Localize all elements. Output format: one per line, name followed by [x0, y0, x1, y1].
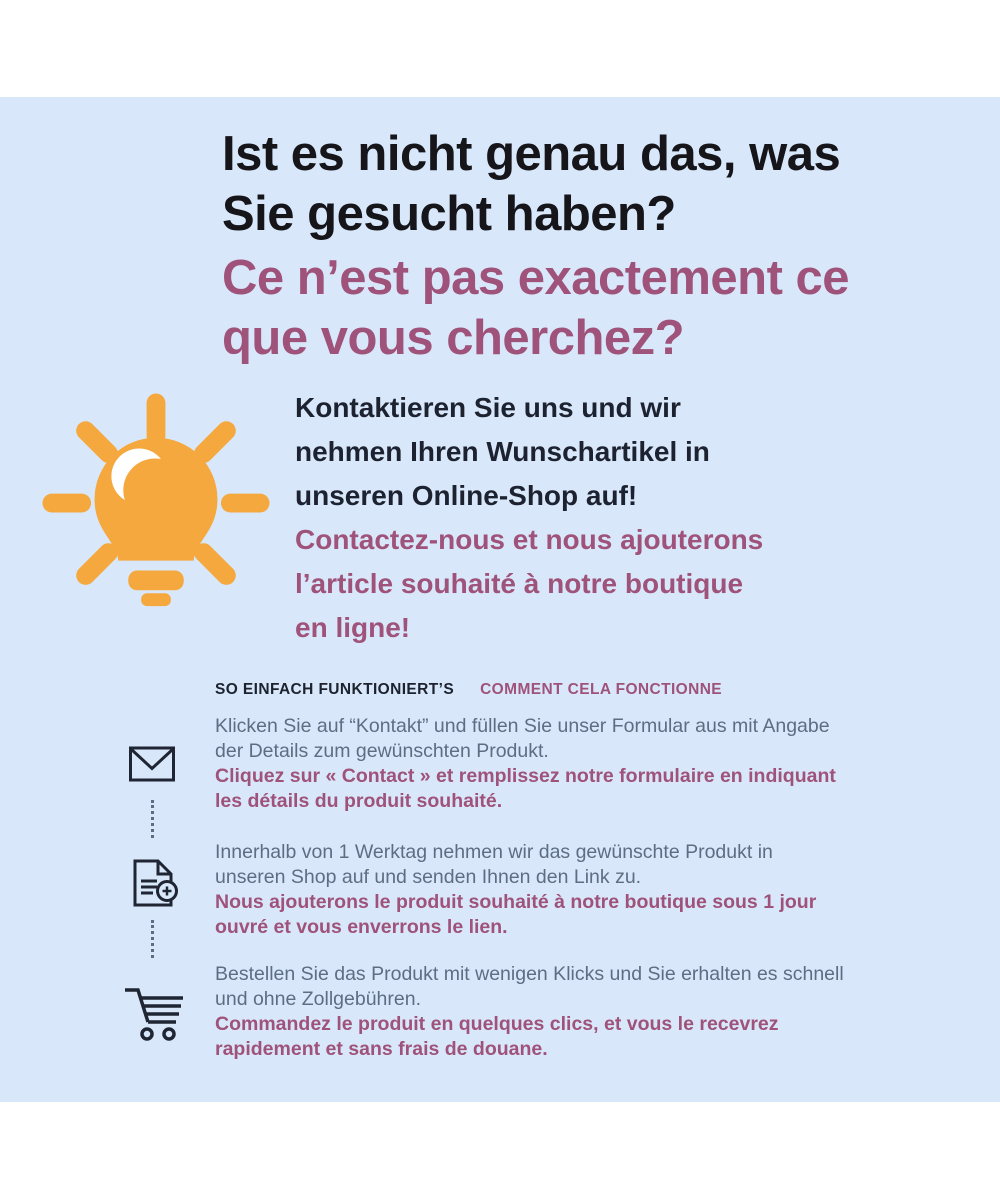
- step-1-text: [215, 714, 935, 814]
- headline-line: Ce n’est pas exactement ce: [222, 251, 850, 305]
- headline-french: [222, 248, 952, 368]
- intro-text: [295, 386, 915, 650]
- step-line: rapidement et sans frais de douane.: [215, 1038, 548, 1060]
- headline-line: Ist es nicht genau das, was: [222, 127, 841, 181]
- envelope-icon: [128, 744, 176, 784]
- step-line: Commandez le produit en quelques clics, et vous le recevrez: [215, 1013, 779, 1035]
- intro-line: Kontaktieren Sie uns und wir: [295, 392, 681, 423]
- how-it-works-title-french: COMMENT CELA FONCTIONNE: [480, 681, 723, 698]
- step-line: les détails du produit souhaité.: [215, 790, 503, 812]
- intro-line: Contactez-nous et nous ajouterons: [295, 524, 764, 555]
- step-line: der Details zum gewünschten Produkt.: [215, 740, 549, 762]
- step-1-french: [215, 764, 935, 814]
- intro-german: [295, 386, 915, 518]
- step-2-german: [215, 840, 935, 890]
- how-it-works-header: [215, 681, 955, 699]
- step-1-german: [215, 714, 935, 764]
- intro-line: l’article souhaité à notre boutique: [295, 568, 744, 599]
- step-2-text: [215, 840, 935, 940]
- step-line: und ohne Zollgebühren.: [215, 988, 421, 1010]
- shopping-cart-icon: [122, 984, 186, 1042]
- step-line: Klicken Sie auf “Kontakt” und füllen Sie unser Formular aus mit Angabe: [215, 715, 830, 737]
- step-line: Innerhalb von 1 Werktag nehmen wir das gewünschte Produkt in: [215, 841, 773, 863]
- intro-line: en ligne!: [295, 612, 411, 643]
- step-connector-dotted-line: [151, 800, 154, 838]
- intro-line: nehmen Ihren Wunschartikel in: [295, 436, 710, 467]
- how-it-works-title-german: SO EINFACH FUNKTIONIERT’S: [215, 681, 455, 698]
- step-2-french: [215, 890, 935, 940]
- lightbulb-icon: [42, 392, 270, 630]
- headline-line: que vous cherchez?: [222, 311, 685, 365]
- headline-german: [222, 124, 952, 244]
- document-add-icon: [126, 858, 182, 910]
- headline-line: Sie gesucht haben?: [222, 187, 676, 241]
- headline: [222, 124, 952, 368]
- step-3-text: [215, 962, 935, 1062]
- step-line: ouvré et vous enverrons le lien.: [215, 916, 508, 938]
- step-line: Cliquez sur « Contact » et remplissez notre formulaire en indiquant: [215, 765, 836, 787]
- step-connector-dotted-line: [151, 920, 154, 958]
- step-line: Bestellen Sie das Produkt mit wenigen Klicks und Sie erhalten es schnell: [215, 963, 844, 985]
- intro-french: [295, 518, 915, 650]
- step-3-german: [215, 962, 935, 1012]
- step-line: Nous ajouterons le produit souhaité à notre boutique sous 1 jour: [215, 891, 817, 913]
- step-3-french: [215, 1012, 935, 1062]
- step-line: unseren Shop auf und senden Ihnen den Link zu.: [215, 866, 642, 888]
- intro-line: unseren Online-Shop auf!: [295, 480, 638, 511]
